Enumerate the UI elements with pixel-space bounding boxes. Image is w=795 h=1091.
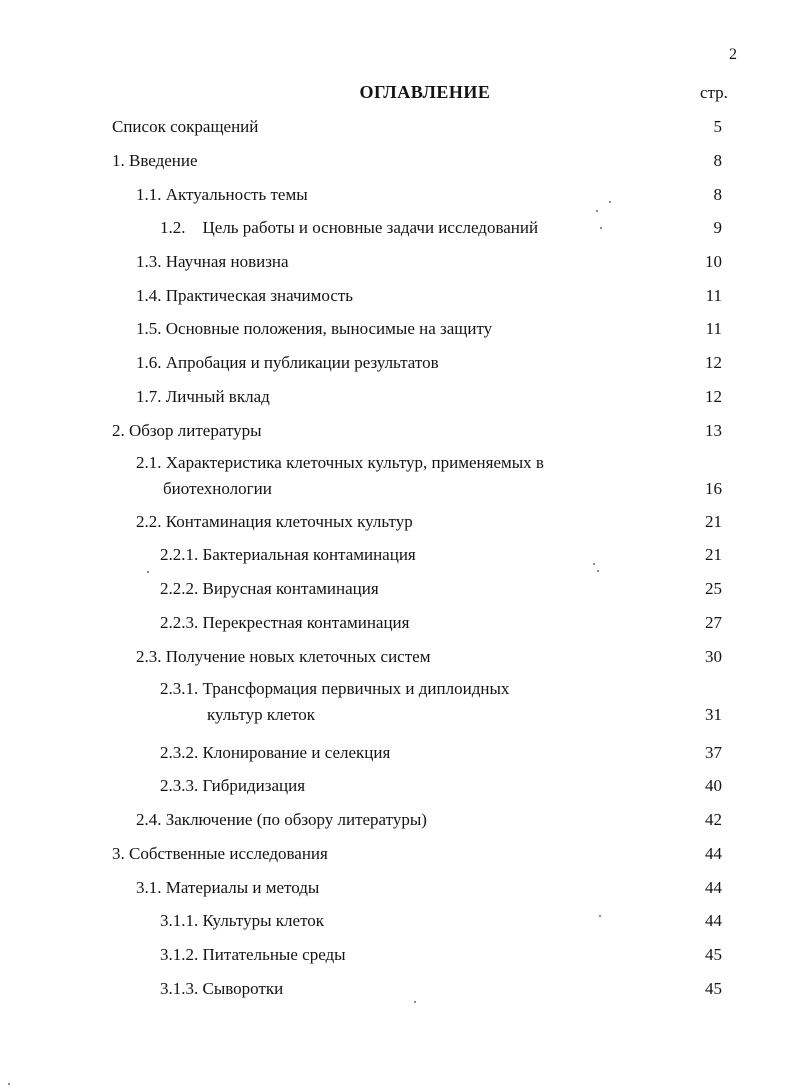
toc-entry-page: 37 [705,743,722,762]
toc-entry-page: 13 [705,421,722,440]
toc-entry-text: 1. Введение [112,151,198,170]
toc-entry-text-continuation: культур клеток [207,705,316,724]
toc-entry-text: 3.1. Материалы и методы [136,878,320,897]
toc-entry-text: 3.1.1. Культуры клеток [160,911,325,930]
toc-entry-text: 3.1.3. Сыворотки [160,979,284,998]
toc-entry-text: 2.4. Заключение (по обзору литературы) [136,810,427,829]
toc-entry-text: 2.2.1. Бактериальная контаминация [160,545,416,564]
toc-entry-page: 11 [705,319,722,338]
scan-speck [8,1083,10,1085]
scan-speck [597,570,599,572]
toc-entry-page: 45 [705,979,722,998]
toc-entry-page: 12 [705,353,722,372]
toc-entry-text: 1.1. Актуальность темы [136,185,308,204]
scan-speck [600,227,602,229]
toc-entry-text: 1.6. Апробация и публикации результатов [136,353,439,372]
toc-entry-page: 44 [705,878,722,897]
toc-entry-page: 25 [705,579,722,598]
toc-entry-text: 1.5. Основные положения, выносимые на защиту [136,319,493,338]
toc-entry-page: 12 [705,387,722,406]
toc-entry-text: 2.3.1. Трансформация первичных и диплоидных [160,679,510,698]
toc-entry-text: 2.2.2. Вирусная контаминация [160,579,379,598]
toc-entry-page: 45 [705,945,722,964]
scan-speck [593,563,595,565]
toc-entry-text: 1.4. Практическая значимость [136,286,354,305]
toc-entry-text: Список сокращений [112,117,259,136]
page-number: 2 [729,46,737,63]
toc-entry-page: 5 [713,117,722,136]
toc-entry-page: 30 [705,647,722,666]
toc-entry-page: 21 [705,545,722,564]
toc-entry-text: 2.1. Характеристика клеточных культур, применяемых в [136,453,544,472]
toc-entry-page: 10 [705,252,722,271]
toc-entry-text-continuation: биотехнологии [163,479,272,498]
toc-entry-text: 2.3. Получение новых клеточных систем [136,647,431,666]
toc-entry-text: 1.3. Научная новизна [136,252,289,271]
toc-entry-text: 3.1.2. Питательные среды [160,945,346,964]
toc-entry-text: 3. Собственные исследования [112,844,328,863]
toc-entry-page: 8 [713,185,722,204]
toc-entry-page: 16 [705,479,722,498]
scan-speck [147,571,149,573]
toc-entry-text: 2.3.3. Гибридизация [160,776,306,795]
toc-entry-page: 31 [705,705,722,724]
toc-entry-page: 44 [705,911,722,930]
toc-entry-text: 2.2. Контаминация клеточных культур [136,512,413,531]
toc-entry-text: 2. Обзор литературы [112,421,262,440]
page-column-header: стр. [700,83,728,102]
toc-entry-page: 11 [705,286,722,305]
scan-speck [596,210,598,212]
toc-entry-text: 2.2.3. Перекрестная контаминация [160,613,410,632]
toc-entry-page: 21 [705,512,722,531]
page-title: ОГЛАВЛЕНИЕ [359,82,491,102]
toc-entry-text: 2.3.2. Клонирование и селекция [160,743,391,762]
toc-entry-text: 1.2. Цель работы и основные задачи исследований [160,218,539,237]
scan-speck [414,1001,416,1003]
toc-entry-page: 40 [705,776,722,795]
toc-entry-page: 44 [705,844,722,863]
toc-entry-text: 1.7. Личный вклад [136,387,270,406]
toc-entry-page: 9 [713,218,722,237]
scan-speck [599,915,601,917]
toc-entry-page: 42 [705,810,722,829]
scan-speck [609,201,611,203]
toc-entry-page: 8 [713,151,722,170]
toc-entry-page: 27 [705,613,722,632]
